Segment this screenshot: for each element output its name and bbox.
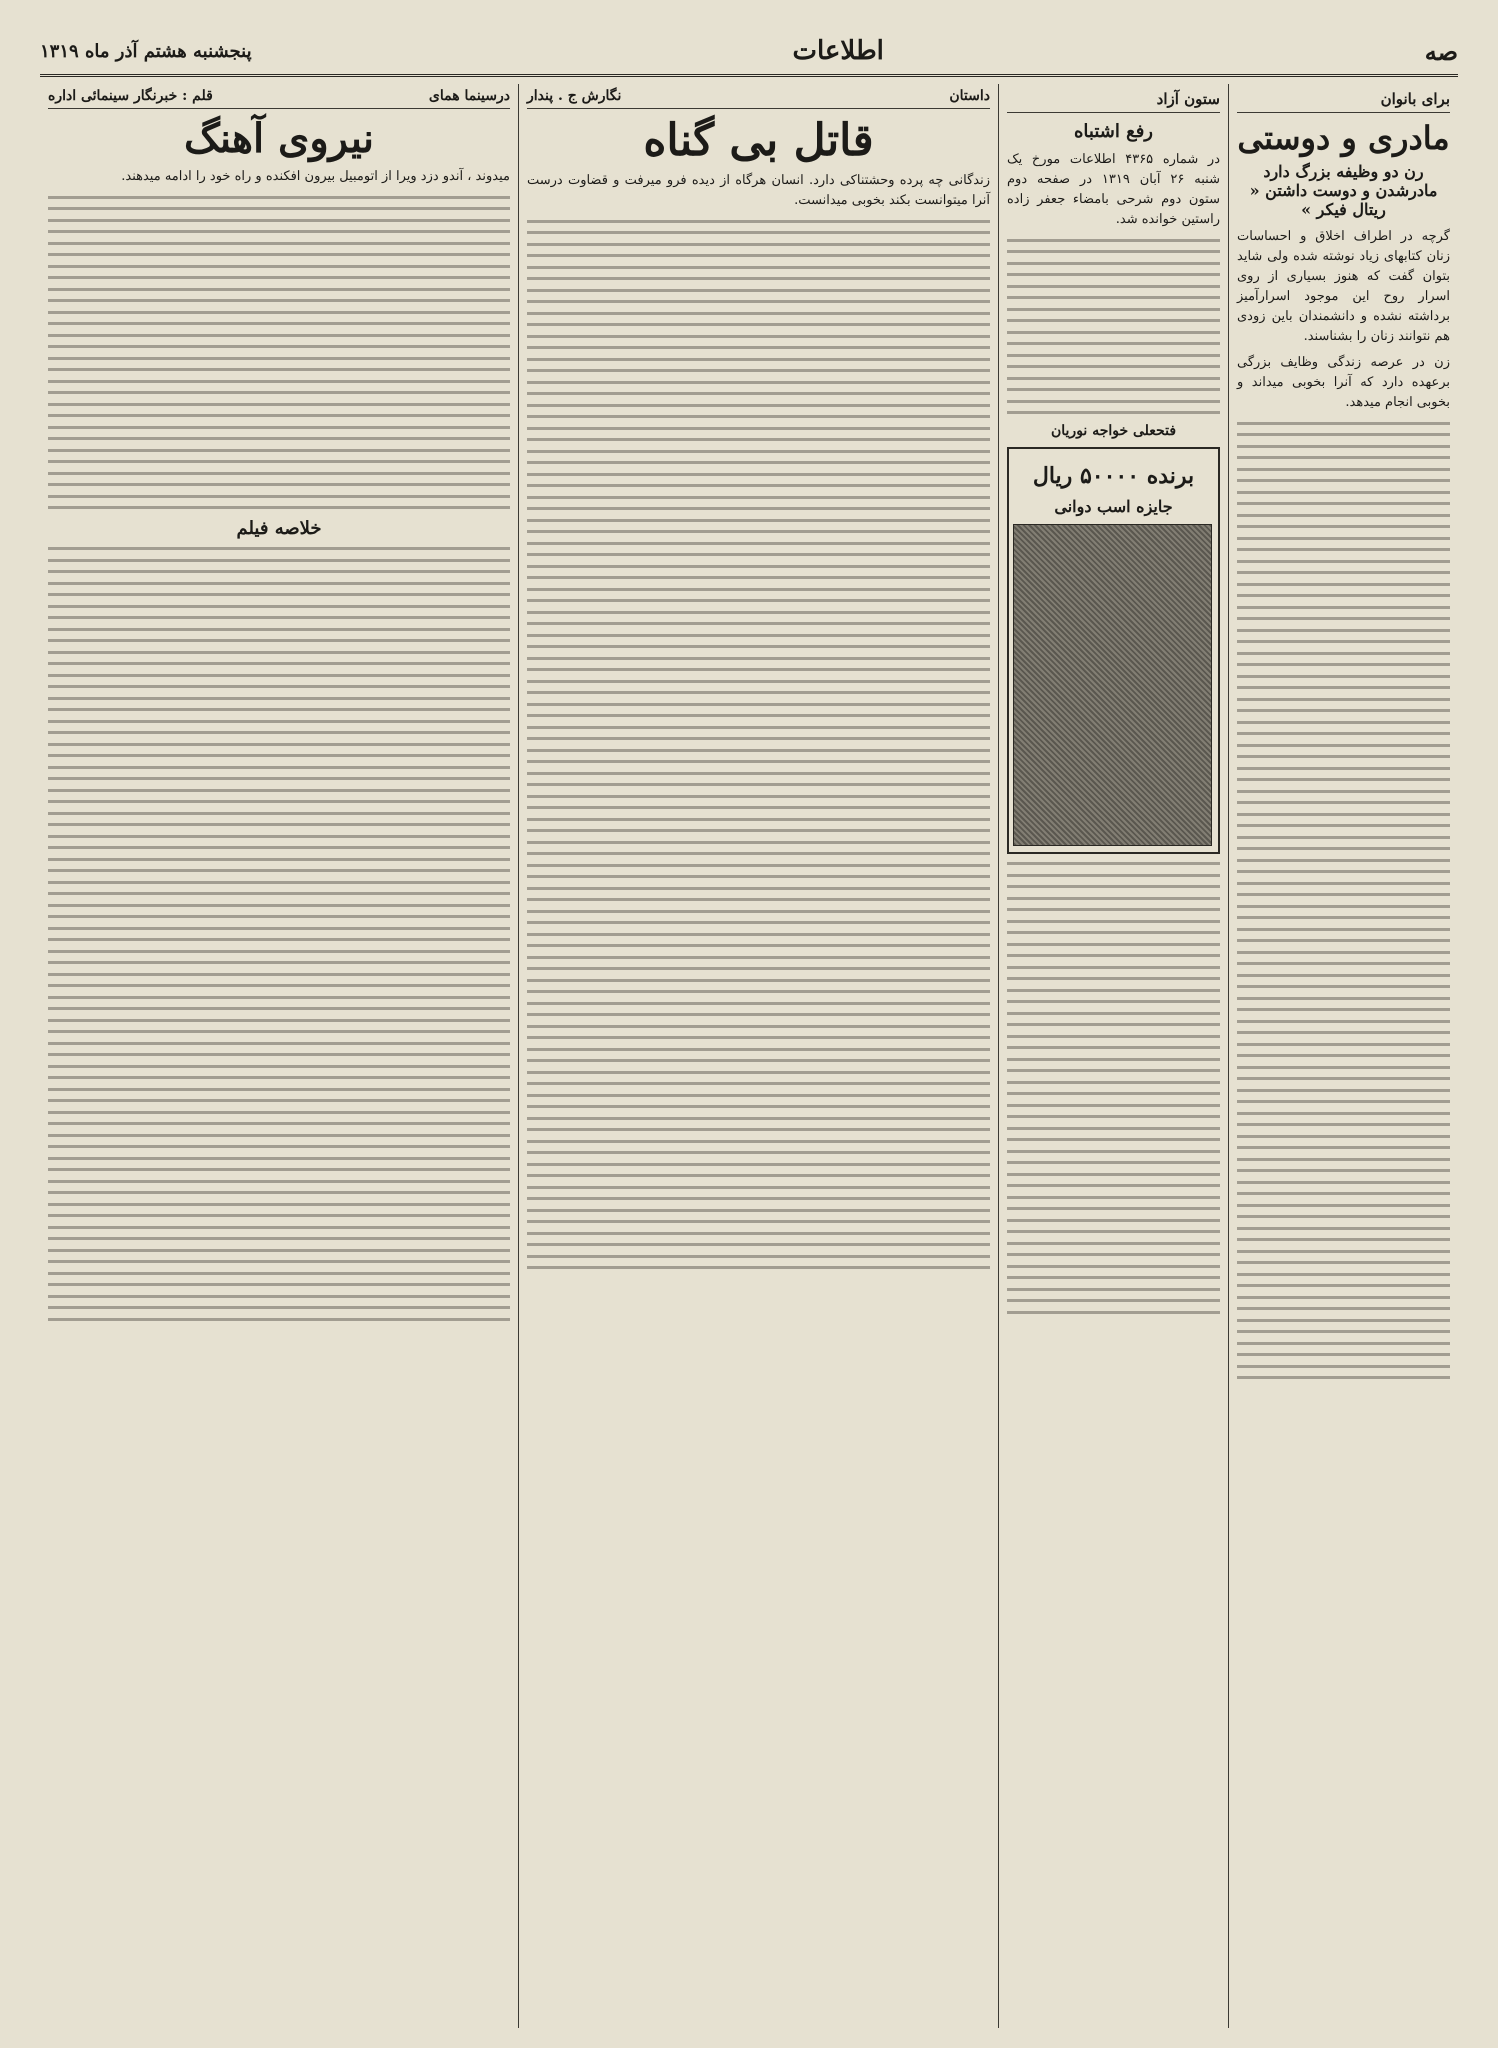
col2-text-filler-2 <box>1007 862 1220 1314</box>
col1-text-filler <box>1237 422 1450 1380</box>
col4-byline <box>48 84 510 109</box>
col2-text-filler-1 <box>1007 239 1220 415</box>
col3-author: نگارش ج . پندار <box>527 88 622 104</box>
col3-headline: قاتل بی گناه <box>643 115 874 166</box>
issue-date: پنجشنبه هشتم آذر ماه ۱۳۱۹ <box>40 40 252 62</box>
prize-photo <box>1013 524 1212 846</box>
prize-subtitle: جایزه اسب دوانی <box>1054 496 1173 516</box>
col3-paragraph-1: زندگانی چه پرده وحشتناکی دارد. انسان هرگاه از دیده فرو میرفت و قضاوت درست آنرا میتوانست بکند بخوبی میدانست. <box>527 173 990 209</box>
column-cinema <box>40 84 518 2028</box>
columns <box>40 84 1458 2028</box>
col4-author: قلم : خبرنگار سینمائی اداره <box>48 88 213 104</box>
col4-paragraph-1: میدوند ، آندو دزد ویرا از اتومبیل بیرون افکنده و راه خود را ادامه میدهند. <box>121 169 510 184</box>
prize-title: برنده ۵۰۰۰۰ ریال <box>1032 462 1195 489</box>
masthead <box>40 28 1458 77</box>
col2-signature: فتحعلی خواجه نوریان <box>1050 422 1177 439</box>
column-story <box>518 84 998 2028</box>
col1-paragraph-2: زن در عرصه زندگی وظایف بزرگی برعهده دارد که آنرا بخوبی میداند و بخوبی انجام میدهد. <box>1237 355 1450 411</box>
col4-kicker: درسینما همای <box>428 88 510 104</box>
col4-section-title: خلاصه فیلم <box>236 517 322 539</box>
col4-headline: نیروی آهنگ <box>184 115 374 162</box>
col1-kicker: برای بانوان <box>1237 84 1450 113</box>
col1-subhead: رن دو وظیفه بزرگ دارد مادرشدن و دوست داشتن « ریتال فیکر » <box>1249 162 1438 220</box>
col2-kicker: ستون آزاد <box>1007 84 1220 113</box>
col4-text-filler-1 <box>48 196 510 510</box>
column-womens <box>1228 84 1458 2028</box>
col3-text-filler <box>527 220 990 1270</box>
col3-byline <box>527 84 990 109</box>
col2-paragraph-1: در شماره ۴۳۶۵ اطلاعات مورخ یک شنبه ۲۶ آبان ۱۳۱۹ در صفحه دوم ستون دوم شرحی بامضاء جعفر زاده راستین خوانده شد. <box>1007 152 1220 227</box>
page-mark: صه <box>1424 36 1458 66</box>
col3-kicker: داستان <box>949 88 990 104</box>
col2-title: رفع اشتباه <box>1073 121 1153 142</box>
col4-text-filler-2 <box>48 547 510 1321</box>
prize-box <box>1007 447 1220 854</box>
col1-headline: مادری و دوستی <box>1237 119 1450 157</box>
column-free <box>998 84 1228 2028</box>
col1-paragraph-1: گرچه در اطراف اخلاق و احساسات زنان کتابهای زیاد نوشته شده ولی شاید بتوان گفت که هنوز بسیاری از روی اسرار روح این موجود اسرارآمیز برداشته نشده و دانشمندان باین زودی هم نتوانند زنان را بشناسند. <box>1237 229 1450 345</box>
newspaper-title: اطلاعات <box>792 36 884 66</box>
